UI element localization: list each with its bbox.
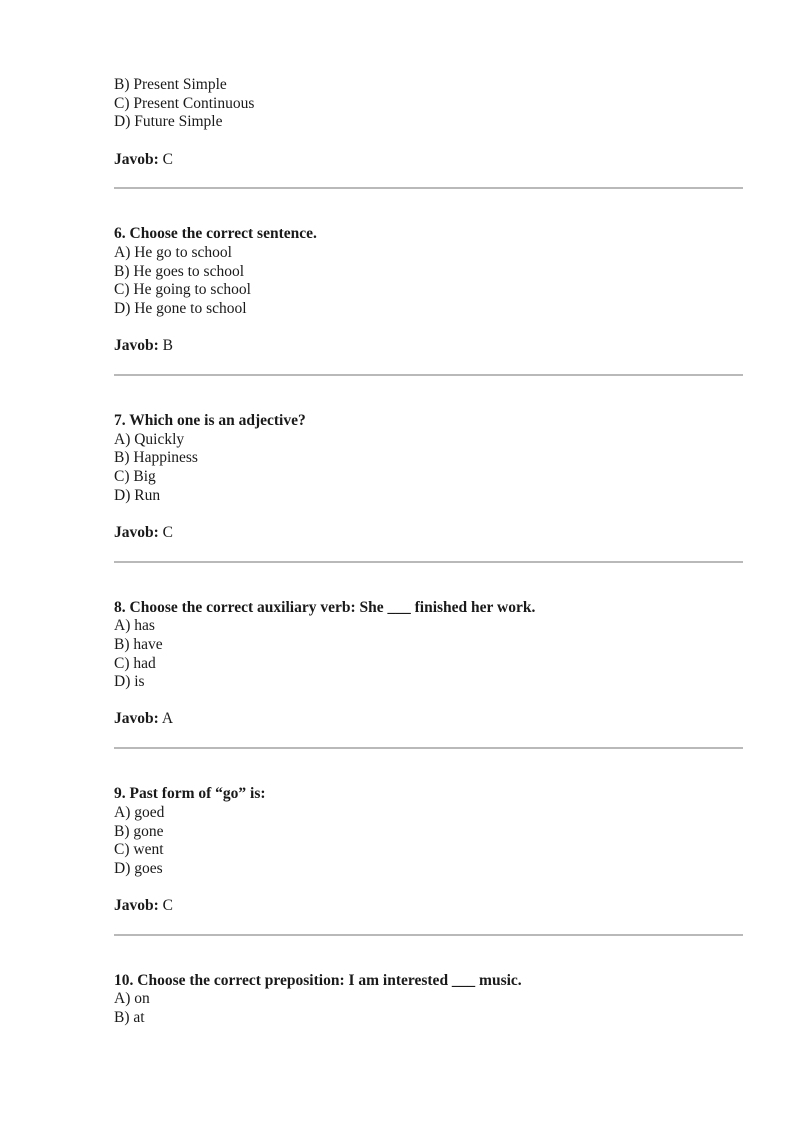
option-d: D) He gone to school (114, 300, 247, 317)
question-block-5 (114, 76, 744, 189)
answer-label: Javob: (114, 337, 159, 355)
answer-label: Javob: (114, 150, 159, 168)
option-c: C) had (114, 654, 156, 672)
answer-line (114, 897, 744, 916)
question-block-6 (114, 225, 744, 376)
option-b: B) at (114, 1009, 145, 1027)
answer-label: Javob: (114, 710, 159, 728)
answer-label: Javob: (114, 523, 159, 541)
answer-value: C (162, 897, 174, 915)
answer-value: C (162, 150, 174, 168)
divider (114, 747, 743, 749)
option-d: D) Run (114, 486, 161, 504)
answer-line (114, 524, 744, 543)
option-c: C) went (114, 841, 164, 859)
option-d: D) Future Simple (114, 113, 223, 131)
divider (114, 561, 743, 563)
answer-label: Javob: (114, 897, 159, 915)
option-c: C) Big (114, 467, 156, 485)
answer-value: A (161, 710, 174, 728)
divider (114, 374, 743, 376)
question-text: 9. Past form of “go” is: (114, 785, 266, 803)
question-text: 6. Choose the correct sentence. (114, 225, 317, 243)
option-d: D) is (114, 673, 145, 691)
option-b: B) gone (114, 822, 164, 840)
option-a: A) He go to school (114, 243, 232, 261)
answer-value: C (162, 523, 174, 541)
option-c: C) He going to school (114, 281, 251, 299)
option-a: A) on (114, 990, 150, 1008)
answer-line (114, 710, 744, 729)
option-a: A) Quickly (114, 430, 185, 448)
option-b: B) Happiness (114, 449, 198, 467)
question-text: 7. Which one is an adjective? (114, 411, 306, 429)
answer-value: B (162, 337, 174, 355)
question-block-8 (114, 599, 744, 750)
question-block-10 (114, 972, 744, 1028)
answer-line (114, 337, 744, 356)
answer-line (114, 151, 744, 170)
option-b: B) He goes to school (114, 262, 245, 280)
question-block-7 (114, 412, 744, 563)
divider (114, 934, 743, 936)
question-text: 10. Choose the correct preposition: I am interested ___ music. (114, 971, 522, 989)
option-c: C) Present Continuous (114, 94, 255, 112)
divider (114, 187, 743, 189)
option-b: B) have (114, 635, 163, 653)
option-b: B) Present Simple (114, 76, 227, 93)
option-d: D) goes (114, 859, 163, 877)
quiz-content (114, 76, 744, 1028)
question-text: 8. Choose the correct auxiliary verb: She ___ finished her work. (114, 598, 536, 616)
option-a: A) has (114, 617, 155, 635)
option-a: A) goed (114, 803, 165, 821)
question-block-9 (114, 785, 744, 936)
